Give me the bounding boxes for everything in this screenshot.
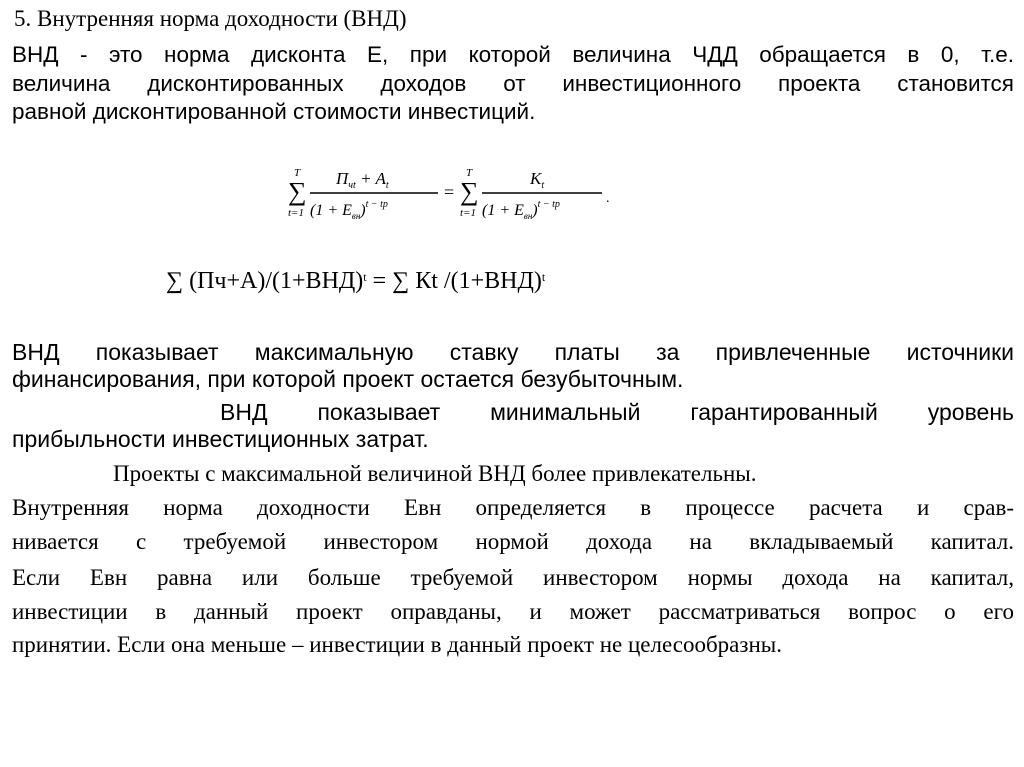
rhs-upper-limit: T [466, 167, 473, 179]
rhs-lower-limit: t=1 [460, 207, 476, 219]
lhs-lower-limit: t=1 [288, 207, 304, 219]
lhs-denominator: $(1 + E_{вн})^{t - tр}$ [310, 199, 388, 221]
p5-line-2: инвестиции в данный проект оправданы, и может рассматриваться вопрос о его [12, 599, 1014, 624]
p4-line-1: Внутренняя норма доходности Евн определяется в процессе расчета и срав- [12, 495, 1014, 520]
p5-line-3: принятии. Если она меньше – инвестиции в данный проект не целесообразны. [12, 632, 782, 657]
definition-line-1: ВНД - это норма дисконта Е, при которой величина ЧДД обращается в 0, т.е. [12, 42, 1014, 67]
page-title: 5. Внутренняя норма доходности (ВНД) [14, 6, 407, 31]
lhs-sigma-symbol: ∑ [288, 177, 307, 206]
formula-period: . [606, 191, 610, 206]
formula-text-left: ∑ (Пч+А)/(1+ВНД) [166, 268, 364, 294]
rhs-denominator: $(1 + E_{вн})^{t - tр}$ [482, 199, 560, 221]
p5-line-1: Если Евн равна или больше требуемой инвестором нормы дохода на капитал, [12, 565, 1014, 590]
p1-line-1: ВНД показывает максимальную ставку платы за привлеченные источники [12, 339, 1014, 365]
rhs-numerator: $K_t$ [530, 169, 545, 191]
formula-text-middle: = ∑ Кt /(1+ВНД) [366, 268, 542, 294]
rhs-sigma-symbol: ∑ [460, 177, 479, 206]
p2-line-2: прибыльности инвестиционных затрат. [12, 426, 429, 452]
lhs-numerator: $П_{чt} + A_t$ [336, 169, 389, 191]
lhs-upper-limit: T [294, 167, 301, 179]
formula-text-sup-1: t [363, 270, 367, 284]
definition-line-2: величина дисконтированных доходов от инвестиционного проекта становится [12, 71, 1014, 96]
paragraph-attractive-projects: Проекты с максимальной величиной ВНД более привлекательны. [113, 461, 757, 486]
equals-sign: = [444, 182, 455, 202]
p4-line-2: нивается с требуемой инвестором нормой дохода на вкладываемый капитал. [12, 529, 1014, 554]
formula-text-sup-2: t [541, 270, 546, 284]
irr-formula-text [166, 268, 545, 295]
p1-line-2: финансирования, при которой проект остается безубыточным. [12, 366, 684, 392]
p2-line-1: ВНД показывает минимальный гарантированный уровень [220, 399, 1014, 425]
irr-formula-image [286, 150, 616, 230]
definition-line-3: равной дисконтированной стоимости инвестиций. [12, 99, 536, 124]
